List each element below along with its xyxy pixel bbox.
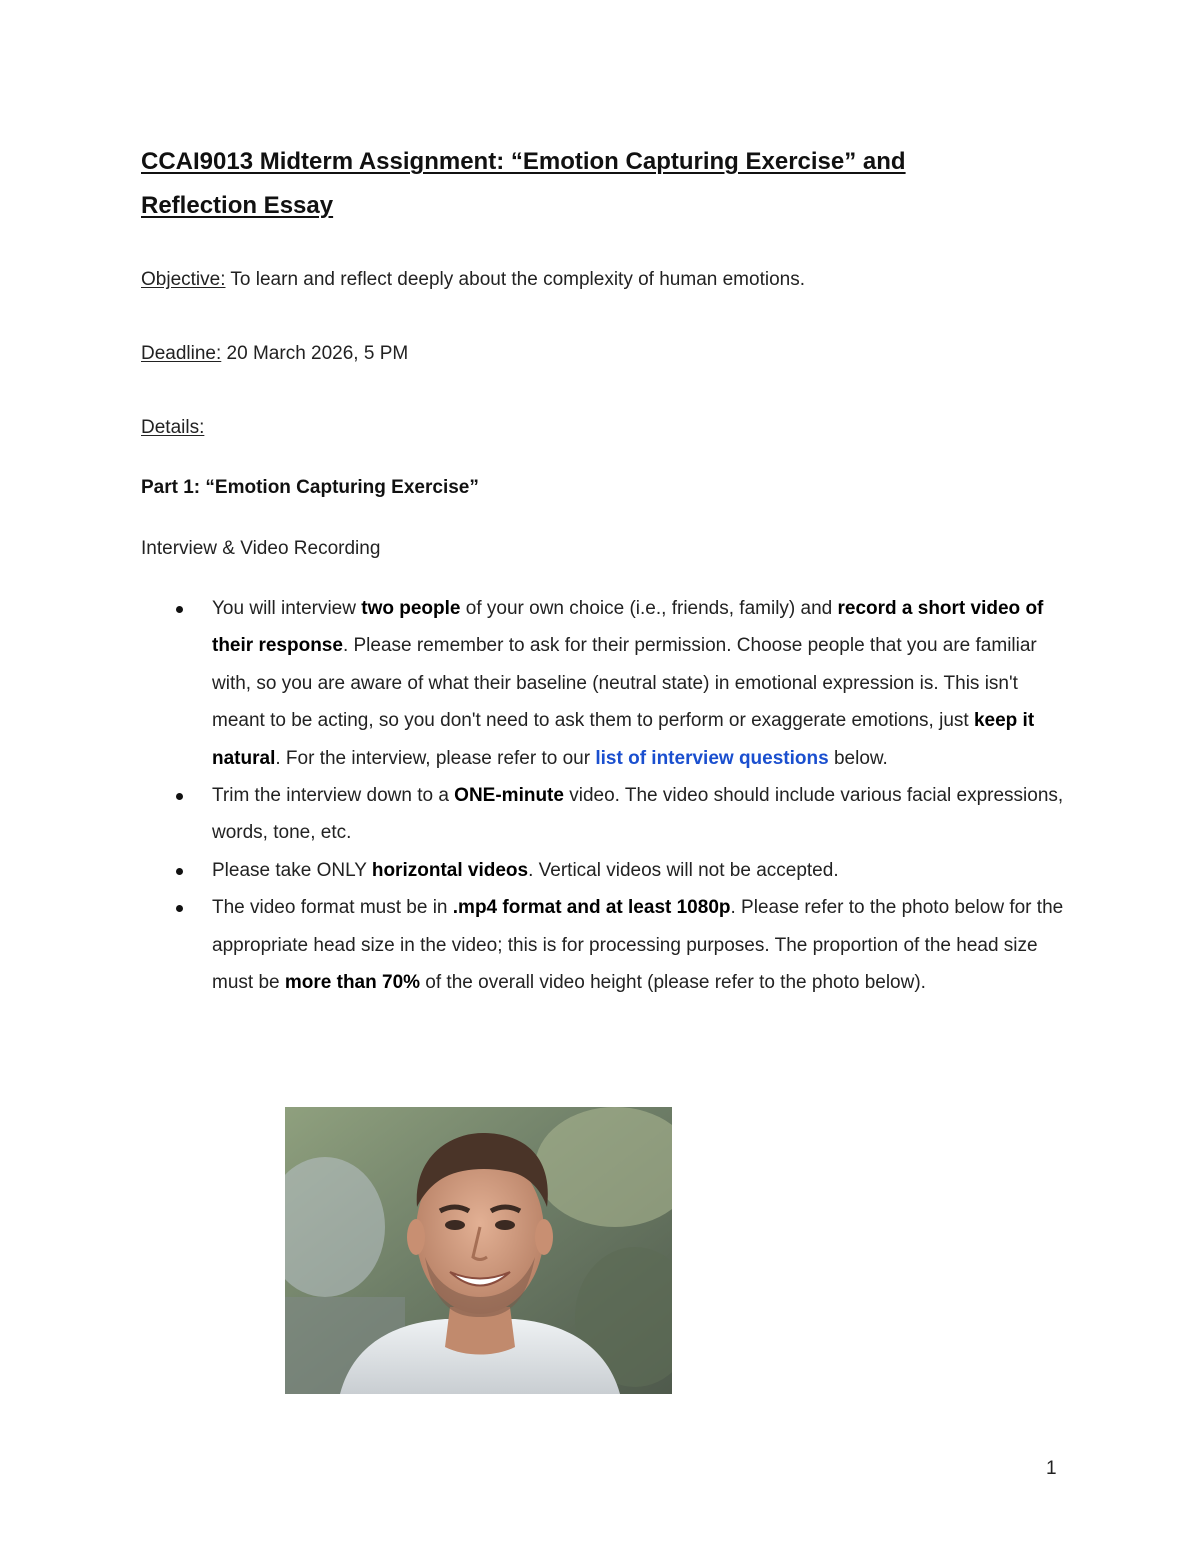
objective-row	[141, 267, 805, 293]
objective-label: Objective:	[141, 269, 226, 290]
bullet-icon	[176, 793, 183, 800]
deadline-row	[141, 341, 408, 367]
list-item: The video format must be in .mp4 format and at least 1080p. Please refer to the photo below for the appropriate head size in the video; this is for processing purposes. The proportion of the head size must be more than 70% of the overall video height (please refer to the photo below).	[176, 889, 1066, 1001]
part-1-heading: Part 1: “Emotion Capturing Exercise”	[141, 477, 479, 498]
bullet-icon	[176, 606, 183, 613]
interview-questions-link[interactable]: list of interview questions	[595, 747, 829, 769]
deadline-text: 20 March 2026, 5 PM	[221, 343, 409, 364]
bullet-icon	[176, 905, 183, 912]
deadline-label: Deadline:	[141, 343, 222, 364]
requirements-list	[176, 590, 1066, 1001]
example-head-size-photo	[285, 1107, 672, 1394]
title-line-1: CCAI9013 Midterm Assignment: “Emotion Capturing Exercise” and	[141, 148, 906, 175]
details-label: Details:	[141, 417, 205, 438]
document-title	[141, 140, 1041, 228]
objective-text: To learn and reflect deeply about the complexity of human emotions.	[225, 269, 805, 290]
section-subheading: Interview & Video Recording	[141, 538, 381, 559]
list-item: Please take ONLY horizontal videos. Vertical videos will not be accepted.	[176, 852, 1066, 889]
page-number: 1	[1046, 1458, 1057, 1479]
list-item: Trim the interview down to a ONE-minute video. The video should include various facial expressions, words, tone, etc.	[176, 777, 1066, 852]
list-item: You will interview two people of your own choice (i.e., friends, family) and record a short video of their response. Please remember to ask for their permission. Choose people that you are familiar with, so you are aware of what their baseline (neutral state) in emotional expression is. This isn't meant to be acting, so you don't need to ask them to perform or exaggerate emotions, just keep it natural. For the interview, please refer to our list of interview questions below.	[176, 590, 1066, 777]
details-row	[141, 415, 204, 441]
bullet-icon	[176, 868, 183, 875]
title-line-2: Reflection Essay	[141, 192, 334, 219]
